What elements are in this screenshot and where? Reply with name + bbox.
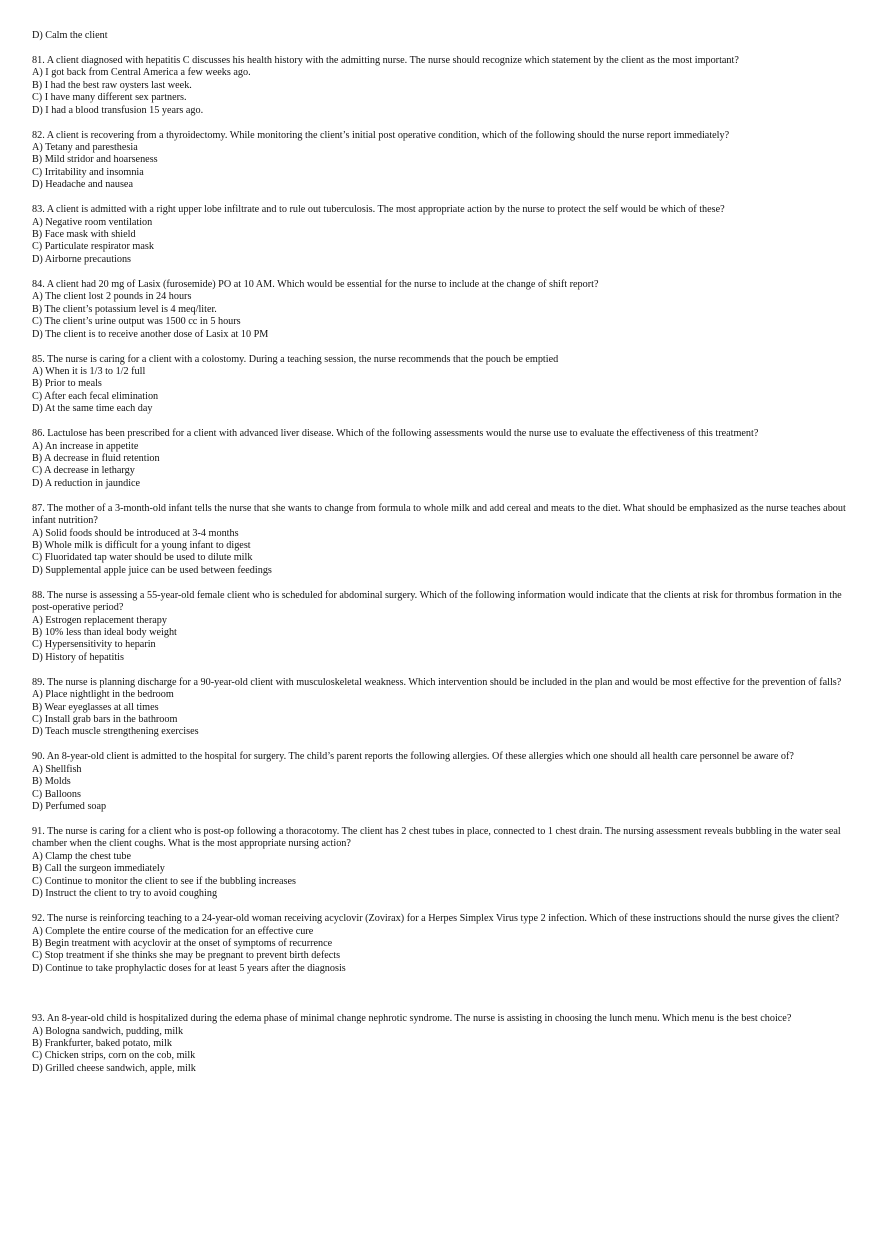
- answer-option: B) Face mask with shield: [32, 229, 136, 241]
- answer-option: D) Teach muscle strengthening exercises: [32, 726, 199, 738]
- question-stem: 91. The nurse is caring for a client who is post-op following a thoracotomy. The client has 2 chest tubes in place, connected to 1 chest drain. The nursing assessment reveals bubbling in the water seal chamber when the client coughs. What is the most appropriate nursing action?: [32, 826, 841, 850]
- question-stem: 83. A client is admitted with a right upper lobe infiltrate and to rule out tuberculosis. The most appropriate action by the nurse to protect the self would be which of these?: [32, 204, 725, 216]
- answer-option: B) Molds: [32, 776, 71, 788]
- answer-option: D) Grilled cheese sandwich, apple, milk: [32, 1062, 196, 1074]
- answer-option: A) Complete the entire course of the medication for an effective cure: [32, 925, 314, 937]
- answer-option: D) Airborne precautions: [32, 253, 132, 265]
- answer-option: A) When it is 1/3 to 1/2 full: [32, 365, 146, 377]
- question-stem: 84. A client had 20 mg of Lasix (furosemide) PO at 10 AM. Which would be essential for the nurse to include at the change of shift report?: [32, 278, 599, 290]
- answer-option: A) Bologna sandwich, pudding, milk: [32, 1025, 184, 1037]
- answer-option: A) I got back from Central America a few weeks ago.: [32, 67, 251, 79]
- answer-option: C) Hypersensitivity to heparin: [32, 639, 156, 651]
- question-stem: 82. A client is recovering from a thyroidectomy. While monitoring the client’s initial post operative condition, which of the following should the nurse report immediately?: [32, 129, 730, 141]
- answer-option: A) An increase in appetite: [32, 440, 139, 452]
- question-block: [32, 913, 848, 975]
- answer-option: C) Install grab bars in the bathroom: [32, 714, 178, 726]
- answer-option: C) I have many different sex partners.: [32, 92, 187, 104]
- question-block: [32, 55, 848, 117]
- answer-option: B) Begin treatment with acyclovir at the onset of symptoms of recurrence: [32, 937, 333, 949]
- answer-option: C) Stop treatment if she thinks she may be pregnant to prevent birth defects: [32, 950, 341, 962]
- answer-option: C) Particulate respirator mask: [32, 241, 154, 253]
- answer-option: A) Shellfish: [32, 763, 82, 775]
- answer-option: B) A decrease in fluid retention: [32, 452, 160, 464]
- question-stem: 85. The nurse is caring for a client with a colostomy. During a teaching session, the nurse recommends that the pouch be emptied: [32, 353, 559, 365]
- answer-option: B) Mild stridor and hoarseness: [32, 154, 158, 166]
- question-block: [32, 130, 848, 192]
- question-stem: 81. A client diagnosed with hepatitis C discusses his health history with the admitting nurse. The nurse should recognize which statement by the client as the most important?: [32, 55, 739, 66]
- question-block: [32, 279, 848, 341]
- question-list: [32, 55, 848, 1075]
- question-block: [32, 354, 848, 416]
- answer-option: A) Place nightlight in the bedroom: [32, 689, 174, 701]
- answer-option: C) A decrease in lethargy: [32, 465, 135, 477]
- lead-option: D) Calm the client: [32, 30, 108, 41]
- answer-option: D) The client is to receive another dose of Lasix at 10 PM: [32, 328, 269, 340]
- question-block: [32, 428, 848, 490]
- answer-option: A) Solid foods should be introduced at 3-4 months: [32, 527, 239, 539]
- answer-option: B) Prior to meals: [32, 378, 102, 390]
- answer-option: B) Whole milk is difficult for a young infant to digest: [32, 539, 251, 551]
- question-stem: 90. An 8-year-old client is admitted to the hospital for surgery. The child’s parent reports the following allergies. Of these allergies which one should all health care personnel be aware of?: [32, 751, 794, 763]
- answer-option: C) After each fecal elimination: [32, 390, 159, 402]
- question-block: [32, 590, 848, 664]
- question-block: [32, 751, 848, 813]
- answer-option: B) Call the surgeon immediately: [32, 863, 165, 875]
- answer-option: B) The client’s potassium level is 4 meq/liter.: [32, 303, 217, 315]
- answer-option: A) Estrogen replacement therapy: [32, 614, 167, 626]
- answer-option: B) I had the best raw oysters last week.: [32, 79, 192, 91]
- question-block: [32, 826, 848, 900]
- answer-option: C) Fluoridated tap water should be used to dilute milk: [32, 552, 253, 564]
- question-block: [32, 503, 848, 577]
- answer-option: C) Chicken strips, corn on the cob, milk: [32, 1050, 196, 1062]
- document-page: [32, 30, 848, 1075]
- question-stem: 92. The nurse is reinforcing teaching to a 24-year-old woman receiving acyclovir (Zovirax) for a Herpes Simplex Virus type 2 infection. Which of these instructions should the nurse gives the client?: [32, 913, 840, 925]
- answer-option: D) I had a blood transfusion 15 years ago.: [32, 104, 204, 116]
- answer-option: A) The client lost 2 pounds in 24 hours: [32, 291, 192, 303]
- answer-option: B) Frankfurter, baked potato, milk: [32, 1037, 172, 1049]
- question-stem: 87. The mother of a 3-month-old infant tells the nurse that she wants to change from formula to whole milk and add cereal and meats to the diet. What should be emphasized as the nurse teaches about infant nutrition?: [32, 502, 846, 527]
- answer-option: C) Continue to monitor the client to see if the bubbling increases: [32, 875, 296, 887]
- answer-option: D) Instruct the client to try to avoid coughing: [32, 888, 218, 900]
- answer-option: D) Perfumed soap: [32, 801, 107, 813]
- answer-option: D) History of hepatitis: [32, 651, 124, 663]
- answer-option: B) Wear eyeglasses at all times: [32, 701, 159, 713]
- answer-option: D) A reduction in jaundice: [32, 477, 141, 489]
- question-stem: 93. An 8-year-old child is hospitalized during the edema phase of minimal change nephrotic syndrome. The nurse is assisting in choosing the lunch menu. Which menu is the best choice?: [32, 1013, 792, 1025]
- question-block: [32, 1013, 848, 1075]
- question-stem: 88. The nurse is assessing a 55-year-old female client who is scheduled for abdominal surgery. Which of the following information would indicate that the clients at risk for thrombus formation in the post-operative period?: [32, 589, 842, 614]
- answer-option: C) The client’s urine output was 1500 cc in 5 hours: [32, 316, 241, 328]
- answer-option: D) Headache and nausea: [32, 179, 133, 191]
- answer-option: D) Continue to take prophylactic doses for at least 5 years after the diagnosis: [32, 962, 346, 974]
- question-stem: 89. The nurse is planning discharge for a 90-year-old client with musculoskeletal weakness. Which intervention should be included in the plan and would be most effective for the prevention of falls?: [32, 676, 842, 688]
- answer-option: A) Negative room ventilation: [32, 216, 153, 228]
- answer-option: C) Irritability and insomnia: [32, 166, 144, 178]
- answer-option: A) Clamp the chest tube: [32, 850, 132, 862]
- answer-option: D) Supplemental apple juice can be used between feedings: [32, 564, 272, 576]
- answer-option: C) Balloons: [32, 788, 81, 800]
- answer-option: B) 10% less than ideal body weight: [32, 627, 177, 638]
- question-block: [32, 204, 848, 266]
- answer-option: A) Tetany and paresthesia: [32, 142, 138, 154]
- question-stem: 86. Lactulose has been prescribed for a client with advanced liver disease. Which of the following assessments would the nurse use to evaluate the effectiveness of this treatment?: [32, 428, 759, 440]
- answer-option: D) At the same time each day: [32, 403, 153, 415]
- question-block: [32, 677, 848, 739]
